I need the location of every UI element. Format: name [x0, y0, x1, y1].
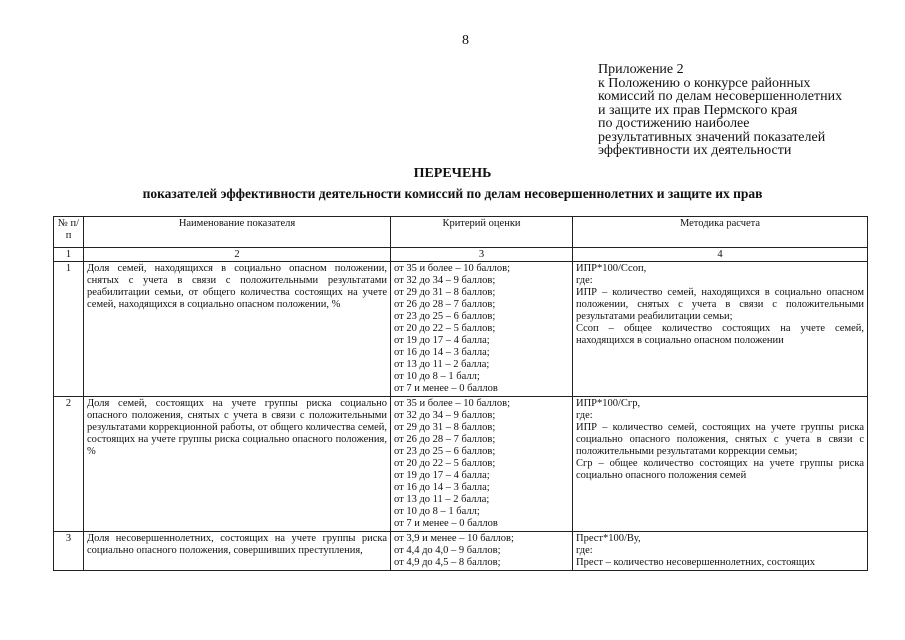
criteria-line: от 20 до 22 – 5 баллов; — [394, 458, 496, 469]
header-indicator: Наименование показателя — [84, 217, 391, 248]
criteria-line: от 32 до 34 – 9 баллов; — [394, 410, 496, 421]
criteria-line: от 35 и более – 10 баллов; — [394, 398, 511, 409]
method-line: ИПР*100/Сгр, — [576, 398, 641, 409]
criteria-cell — [391, 262, 573, 397]
method-line: Ссоп – общее количество состоящих на учете семей, находящихся в социально опасном положении — [576, 323, 864, 346]
criteria-line: от 19 до 17 – 4 балла; — [394, 335, 490, 346]
criteria-line: от 26 до 28 – 7 баллов; — [394, 299, 496, 310]
appendix-block — [598, 63, 898, 158]
indicators-table — [53, 216, 868, 571]
header-method: Методика расчета — [573, 217, 868, 248]
appendix-line: к Положению о конкурсе районных — [598, 75, 811, 91]
criteria-line: от 4,9 до 4,5 – 8 баллов; — [394, 557, 501, 568]
criteria-line: от 23 до 25 – 6 баллов; — [394, 311, 496, 322]
row-number: 1 — [54, 262, 84, 397]
criteria-line: от 13 до 11 – 2 балла; — [394, 359, 490, 370]
appendix-line: комиссий по делам несовершеннолетних — [598, 89, 843, 104]
document-subtitle: показателей эффективности деятельности комиссий по делам несовершеннолетних и защите их прав — [142, 186, 763, 201]
table-row — [54, 532, 868, 571]
method-line: Прест – количество несовершеннолетних, состоящих — [576, 557, 815, 568]
column-number: 3 — [391, 248, 573, 262]
method-line: ИПР – количество семей, находящихся в социально опасном положении, снятых с учета в связи с положительными результатами реабилитации семьи; — [576, 287, 864, 322]
page-number: 8 — [462, 33, 469, 48]
criteria-line: от 3,9 и менее – 10 баллов; — [394, 533, 514, 544]
criteria-line: от 26 до 28 – 7 баллов; — [394, 434, 496, 445]
criteria-line: от 7 и менее – 0 баллов — [394, 518, 498, 529]
row-number: 2 — [54, 397, 84, 532]
column-number-row — [54, 248, 868, 262]
criteria-line: от 29 до 31 – 8 баллов; — [394, 287, 496, 298]
indicator-cell: Доля семей, состоящих на учете группы риска социально опасного положения, снятых с учета в связи с положительными результатами коррекционной работы, от общего количества семей, состоящих на учете группы риска социально опасного положения, % — [84, 397, 391, 532]
method-cell — [573, 397, 868, 532]
appendix-line: и защите их прав Пермского края — [598, 102, 798, 118]
criteria-cell — [391, 532, 573, 571]
header-number: № п/п — [54, 217, 84, 248]
criteria-line: от 4,4 до 4,0 – 9 баллов; — [394, 545, 501, 556]
indicator-cell: Доля семей, находящихся в социально опасном положении, снятых с учета в связи с положительными результатами реабилитации семьи, от общего количества состоящих на учете семей, находящихся в социально опасном положении, % — [84, 262, 391, 397]
criteria-line: от 16 до 14 – 3 балла; — [394, 482, 490, 493]
indicator-cell: Доля несовершеннолетних, состоящих на учете группы риска социально опасного положения, совершивших преступления, — [84, 532, 391, 571]
table-row — [54, 397, 868, 532]
method-cell — [573, 262, 868, 397]
criteria-line: от 10 до 8 – 1 балл; — [394, 371, 480, 382]
criteria-line: от 29 до 31 – 8 баллов; — [394, 422, 496, 433]
column-number: 1 — [54, 248, 84, 262]
method-cell — [573, 532, 868, 571]
method-line: где: — [576, 410, 593, 421]
method-line: где: — [576, 545, 593, 556]
appendix-line: результативных значений показателей — [598, 129, 826, 145]
criteria-line: от 23 до 25 – 6 баллов; — [394, 446, 496, 457]
method-line: ИПР – количество семей, состоящих на учете группы риска социально опасного положения, снятых с учета в связи с положительными результатами коррекции семьи; — [576, 422, 864, 457]
method-line: Прест*100/Ву, — [576, 533, 641, 544]
criteria-line: от 20 до 22 – 5 баллов; — [394, 323, 496, 334]
criteria-line: от 32 до 34 – 9 баллов; — [394, 275, 496, 286]
appendix-line: Приложение 2 — [598, 62, 684, 77]
criteria-line: от 35 и более – 10 баллов; — [394, 263, 511, 274]
criteria-line: от 13 до 11 – 2 балла; — [394, 494, 490, 505]
column-number: 2 — [84, 248, 391, 262]
criteria-line: от 16 до 14 – 3 балла; — [394, 347, 490, 358]
method-line: где: — [576, 275, 593, 286]
appendix-line: по достижению наиболее — [598, 116, 750, 131]
header-criteria: Критерий оценки — [391, 217, 573, 248]
method-line: ИПР*100/Ссоп, — [576, 263, 647, 274]
method-line: Сгр – общее количество состоящих на учете группы риска социально опасного положения семей — [576, 458, 864, 481]
document-title: ПЕРЕЧЕНЬ — [413, 166, 492, 181]
appendix-line: эффективности их деятельности — [598, 143, 792, 158]
table-row — [54, 262, 868, 397]
criteria-line: от 10 до 8 – 1 балл; — [394, 506, 480, 517]
table-header-row — [54, 217, 868, 248]
criteria-line: от 7 и менее – 0 баллов — [394, 383, 498, 394]
criteria-line: от 19 до 17 – 4 балла; — [394, 470, 490, 481]
row-number: 3 — [54, 532, 84, 571]
criteria-cell — [391, 397, 573, 532]
column-number: 4 — [573, 248, 868, 262]
